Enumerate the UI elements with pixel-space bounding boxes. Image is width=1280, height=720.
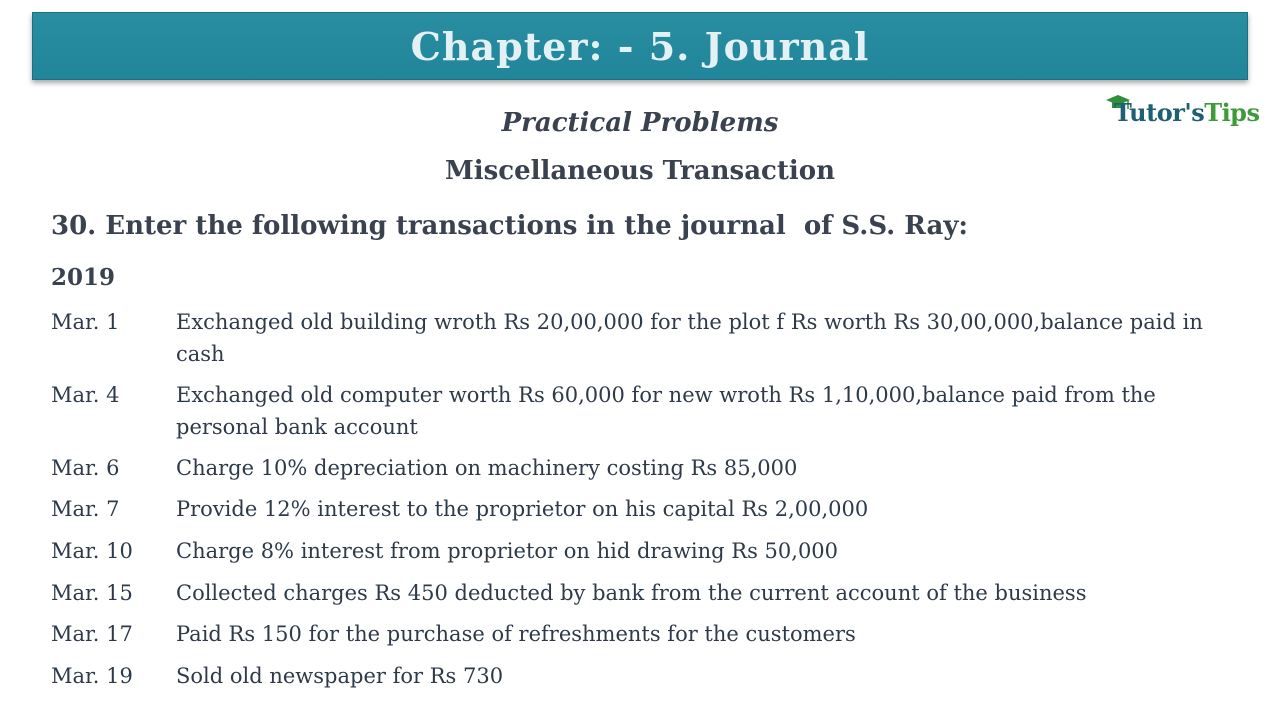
transaction-date: Mar. 17 <box>51 622 133 646</box>
transaction-description: Provide 12% interest to the proprietor on his capital Rs 2,00,000 <box>176 497 869 521</box>
transaction-date: Mar. 7 <box>51 497 120 521</box>
chapter-banner <box>32 12 1248 80</box>
transaction-date: Mar. 4 <box>51 383 120 407</box>
transaction-description: Exchanged old computer worth Rs 60,000 for new wroth Rs 1,10,000,balance paid from the personal bank account <box>176 383 1156 439</box>
transaction-date: Mar. 6 <box>51 456 120 480</box>
transaction-date: Mar. 19 <box>51 664 133 688</box>
transaction-date: Mar. 1 <box>51 310 120 334</box>
transaction-date: Mar. 15 <box>51 581 133 605</box>
chapter-title: Chapter: - 5. Journal <box>410 23 870 69</box>
section-heading: Practical Problems <box>501 108 779 138</box>
transaction-description: Charge 8% interest from proprietor on hid drawing Rs 50,000 <box>176 539 839 563</box>
year-label: 2019 <box>51 264 116 291</box>
question-text: 30. Enter the following transactions in the journal of S.S. Ray: <box>51 211 969 241</box>
transaction-date: Mar. 10 <box>51 539 133 563</box>
transaction-description: Paid Rs 150 for the purchase of refreshments for the customers <box>176 622 856 646</box>
logo-text-tips: Tips <box>1204 98 1260 127</box>
transaction-description: Collected charges Rs 450 deducted by bank from the current account of the business <box>176 581 1087 605</box>
logo-text-tutors: Tutor's <box>1114 98 1205 127</box>
transaction-description: Charge 10% depreciation on machinery costing Rs 85,000 <box>176 456 798 480</box>
transaction-description: Sold old newspaper for Rs 730 <box>176 664 504 688</box>
section-subheading: Miscellaneous Transaction <box>445 156 835 186</box>
transaction-description: Exchanged old building wroth Rs 20,00,000 for the plot f Rs worth Rs 30,00,000,balance paid in cash <box>176 310 1203 366</box>
